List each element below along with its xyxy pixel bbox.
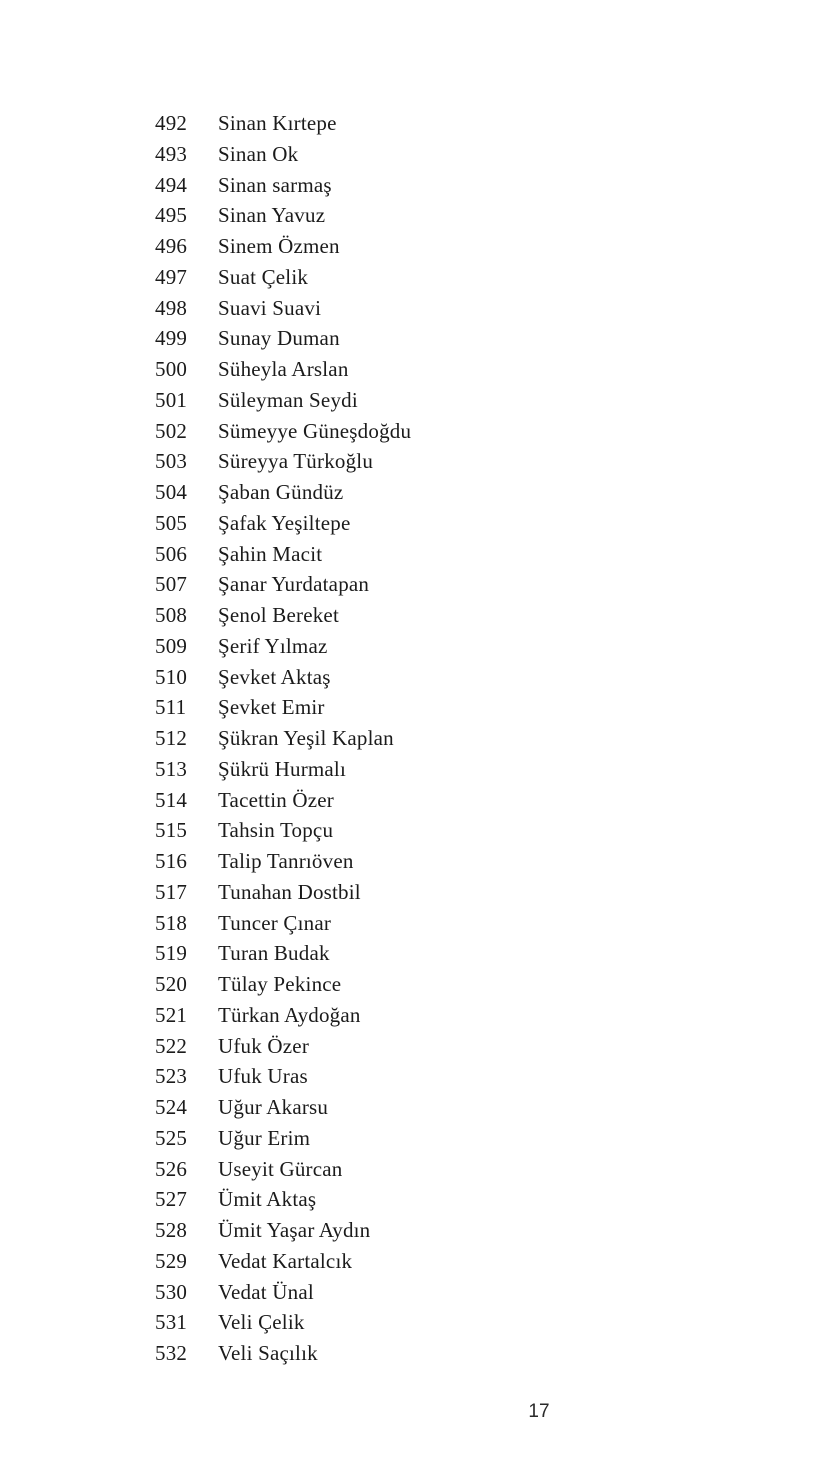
- entry-name: Şahin Macit: [218, 541, 323, 566]
- entry-name: Useyit Gürcan: [218, 1156, 343, 1181]
- entry-number: 501: [155, 387, 188, 412]
- roster-list: [155, 108, 411, 1369]
- entry-number: 527: [155, 1187, 188, 1212]
- entry-number: 511: [155, 695, 187, 720]
- entry-name: Şevket Emir: [218, 695, 325, 720]
- entry-number: 507: [155, 572, 188, 597]
- entry-number: 522: [155, 1033, 188, 1058]
- entry-name: Ümit Aktaş: [218, 1187, 317, 1212]
- entry-name: Sinan Yavuz: [218, 203, 326, 228]
- entry-number: 509: [155, 633, 188, 658]
- entry-name: Sinan Ok: [218, 141, 299, 166]
- entry-name: Tuncer Çınar: [218, 910, 332, 935]
- entry-name: Suat Çelik: [218, 264, 309, 289]
- entry-name: Tacettin Özer: [218, 787, 334, 812]
- entry-name: Sinan sarmaş: [218, 172, 332, 197]
- entry-name: Şafak Yeşiltepe: [218, 510, 351, 535]
- entry-number: 495: [155, 203, 188, 228]
- entry-name: Talip Tanrıöven: [218, 849, 354, 873]
- entry-number: 526: [155, 1156, 188, 1181]
- entry-number: 502: [155, 418, 188, 443]
- entry-number: 497: [155, 264, 188, 289]
- entry-name: Şükrü Hurmalı: [218, 756, 347, 781]
- entry-name: Suavi Suavi: [218, 295, 322, 320]
- entry-number: 524: [155, 1095, 188, 1119]
- entry-number: 528: [155, 1218, 188, 1242]
- entry-number: 504: [155, 480, 188, 504]
- entry-number: 503: [155, 449, 188, 474]
- entry-number: 525: [155, 1125, 188, 1150]
- entry-name: Süreyya Türkoğlu: [218, 449, 374, 474]
- entry-number: 508: [155, 603, 188, 627]
- entry-name: Tülay Pekince: [218, 972, 342, 996]
- entry-name: Ufuk Özer: [218, 1033, 310, 1058]
- entry-number: 529: [155, 1248, 188, 1273]
- entry-number: 494: [155, 172, 188, 197]
- entry-name: Uğur Akarsu: [218, 1095, 329, 1119]
- entry-name: Ümit Yaşar Aydın: [218, 1218, 371, 1242]
- entry-number: 493: [155, 141, 188, 166]
- entry-name: Vedat Ünal: [218, 1279, 314, 1304]
- entry-name: Sümeyye Güneşdoğdu: [218, 418, 412, 443]
- entry-number: 499: [155, 326, 188, 351]
- entry-name: Sinem Özmen: [218, 234, 340, 258]
- entry-name: Sunay Duman: [218, 326, 340, 351]
- entry-number: 514: [155, 787, 188, 812]
- entry-number: 512: [155, 726, 188, 750]
- entry-number: 505: [155, 510, 188, 535]
- entry-number: 515: [155, 818, 188, 843]
- entry-name: Süheyla Arslan: [218, 357, 349, 381]
- entry-name: Süleyman Seydi: [218, 387, 358, 412]
- entry-name: Şerif Yılmaz: [218, 633, 328, 658]
- entry-number: 521: [155, 1002, 188, 1027]
- entry-number: 513: [155, 756, 188, 781]
- entry-name: Ufuk Uras: [218, 1064, 308, 1089]
- entry-number: 519: [155, 941, 188, 966]
- page-number: 17: [528, 1401, 550, 1422]
- entry-number: 506: [155, 541, 188, 566]
- entry-number: 523: [155, 1064, 188, 1089]
- entry-number: 518: [155, 910, 188, 935]
- entry-number: 500: [155, 357, 188, 381]
- entry-name: Şenol Bereket: [218, 603, 339, 627]
- entry-name: Şanar Yurdatapan: [218, 572, 370, 597]
- entry-name: Veli Saçılık: [218, 1341, 318, 1365]
- entry-number: 510: [155, 664, 188, 689]
- entry-number: 498: [155, 295, 188, 320]
- entry-name: Sinan Kırtepe: [218, 111, 337, 135]
- entry-number: 530: [155, 1279, 188, 1304]
- entry-number: 517: [155, 879, 188, 904]
- entry-number: 531: [155, 1310, 188, 1335]
- entry-number: 496: [155, 234, 188, 258]
- entry-name: Tunahan Dostbil: [218, 879, 361, 904]
- entry-name: Türkan Aydoğan: [218, 1002, 361, 1027]
- entry-name: Şaban Gündüz: [218, 480, 344, 504]
- entry-name: Şükran Yeşil Kaplan: [218, 726, 394, 750]
- entry-number: 532: [155, 1341, 188, 1365]
- entry-number: 520: [155, 972, 188, 996]
- entry-name: Vedat Kartalcık: [218, 1248, 353, 1273]
- entry-name: Turan Budak: [218, 941, 330, 966]
- entry-name: Tahsin Topçu: [218, 818, 334, 843]
- entry-number: 492: [155, 111, 188, 135]
- entry-name: Uğur Erim: [218, 1125, 311, 1150]
- entry-number: 516: [155, 849, 188, 873]
- entry-name: Şevket Aktaş: [218, 664, 331, 689]
- entry-name: Veli Çelik: [218, 1310, 305, 1335]
